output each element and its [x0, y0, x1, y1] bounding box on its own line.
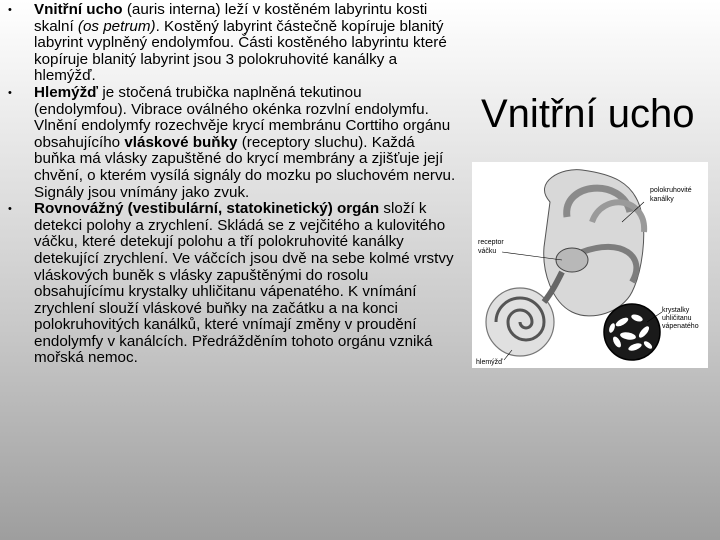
bullet-text-bold: vláskové buňky: [124, 133, 238, 151]
bullet-text-bold: Vnitřní ucho: [34, 1, 123, 18]
bullet-text: [34, 200, 454, 366]
bullet-text-bold: Rovnovážný (vestibulární, statokinetický) orgán: [34, 200, 380, 218]
bullet-dot: •: [8, 4, 12, 16]
bullet-dot: •: [8, 86, 12, 99]
bullet-text-bold: Hlemýžď: [34, 83, 99, 101]
label-crystals: uhličitanu: [662, 315, 692, 322]
bullet-item-vestibular: [8, 201, 456, 367]
bullet-text-run: (auris interna) leží v kostěném labyrintu kosti skalní: [34, 1, 428, 35]
bullet-item-inner-ear: [8, 2, 456, 85]
bullet-text-run: . Kostěný labyrint částečně kopíruje blanitý labyrint vyplněný endolymfou. Části kostěného labyrintu které kopíruje blanitý labyrint jsou 3 polokruhovité kanálky a hlemýžď.: [34, 17, 447, 85]
bullet-text: [34, 1, 447, 84]
label-canals: kanálky: [650, 196, 674, 203]
bullet-text-italic: (os petrum): [77, 17, 156, 35]
label-canals: polokruhovité: [650, 187, 692, 194]
label-sac: váčku: [478, 248, 497, 255]
bullet-item-cochlea: [8, 85, 456, 201]
bullet-text: [34, 84, 455, 201]
slide-title: Vnitřní ucho: [481, 92, 695, 136]
bullet-text-run: složí k detekci polohy a zrychlení. Skládá se z vejčitého a kulovitého váčku, které detekují polohu a tří polokruhovité kanálky detekující zrychlení. Ve váčcích jsou dvě na sebe kolmé vrstvy vláskových buněk s vlásky zapuštěnými do rosolu obsahujícímu krystalky uhličitanu vápenatého. K vnímání zrychlení slouží vláskové buňky na začátku a na konci polokruhovitých kanálků, které vnímají změny v proudění endolymfy v kanálcích. Předrážděním tohoto orgánu vzniká mořská nemoc.: [34, 200, 454, 367]
label-cochlea: hlemýžď: [476, 359, 503, 366]
inner-ear-diagram: [472, 162, 708, 368]
bullet-text-run: (receptory sluchu). Každá buňka má vlásky zapuštěné do krycí membrány a zjišťuje její chvění, o kterém vysílá signály do mozku po sluchovém nervu. Signály jsou vnímány jako zvuk.: [34, 133, 456, 201]
label-sac: receptor: [478, 239, 504, 246]
bullet-dot: •: [8, 203, 12, 216]
label-crystals: krystalky: [662, 307, 690, 314]
bullet-text-run: je stočená trubička naplněná tekutinou (endolymfou). Vibrace oválného okénka rozvlní endolymfu. Vlnění endolymfy rozechvěje krycí membránu Corttiho orgánu obsahujícího: [34, 83, 451, 151]
bullet-list: [8, 2, 456, 367]
label-crystals: vápenatého: [662, 323, 699, 330]
crystals-detail: [604, 304, 660, 360]
